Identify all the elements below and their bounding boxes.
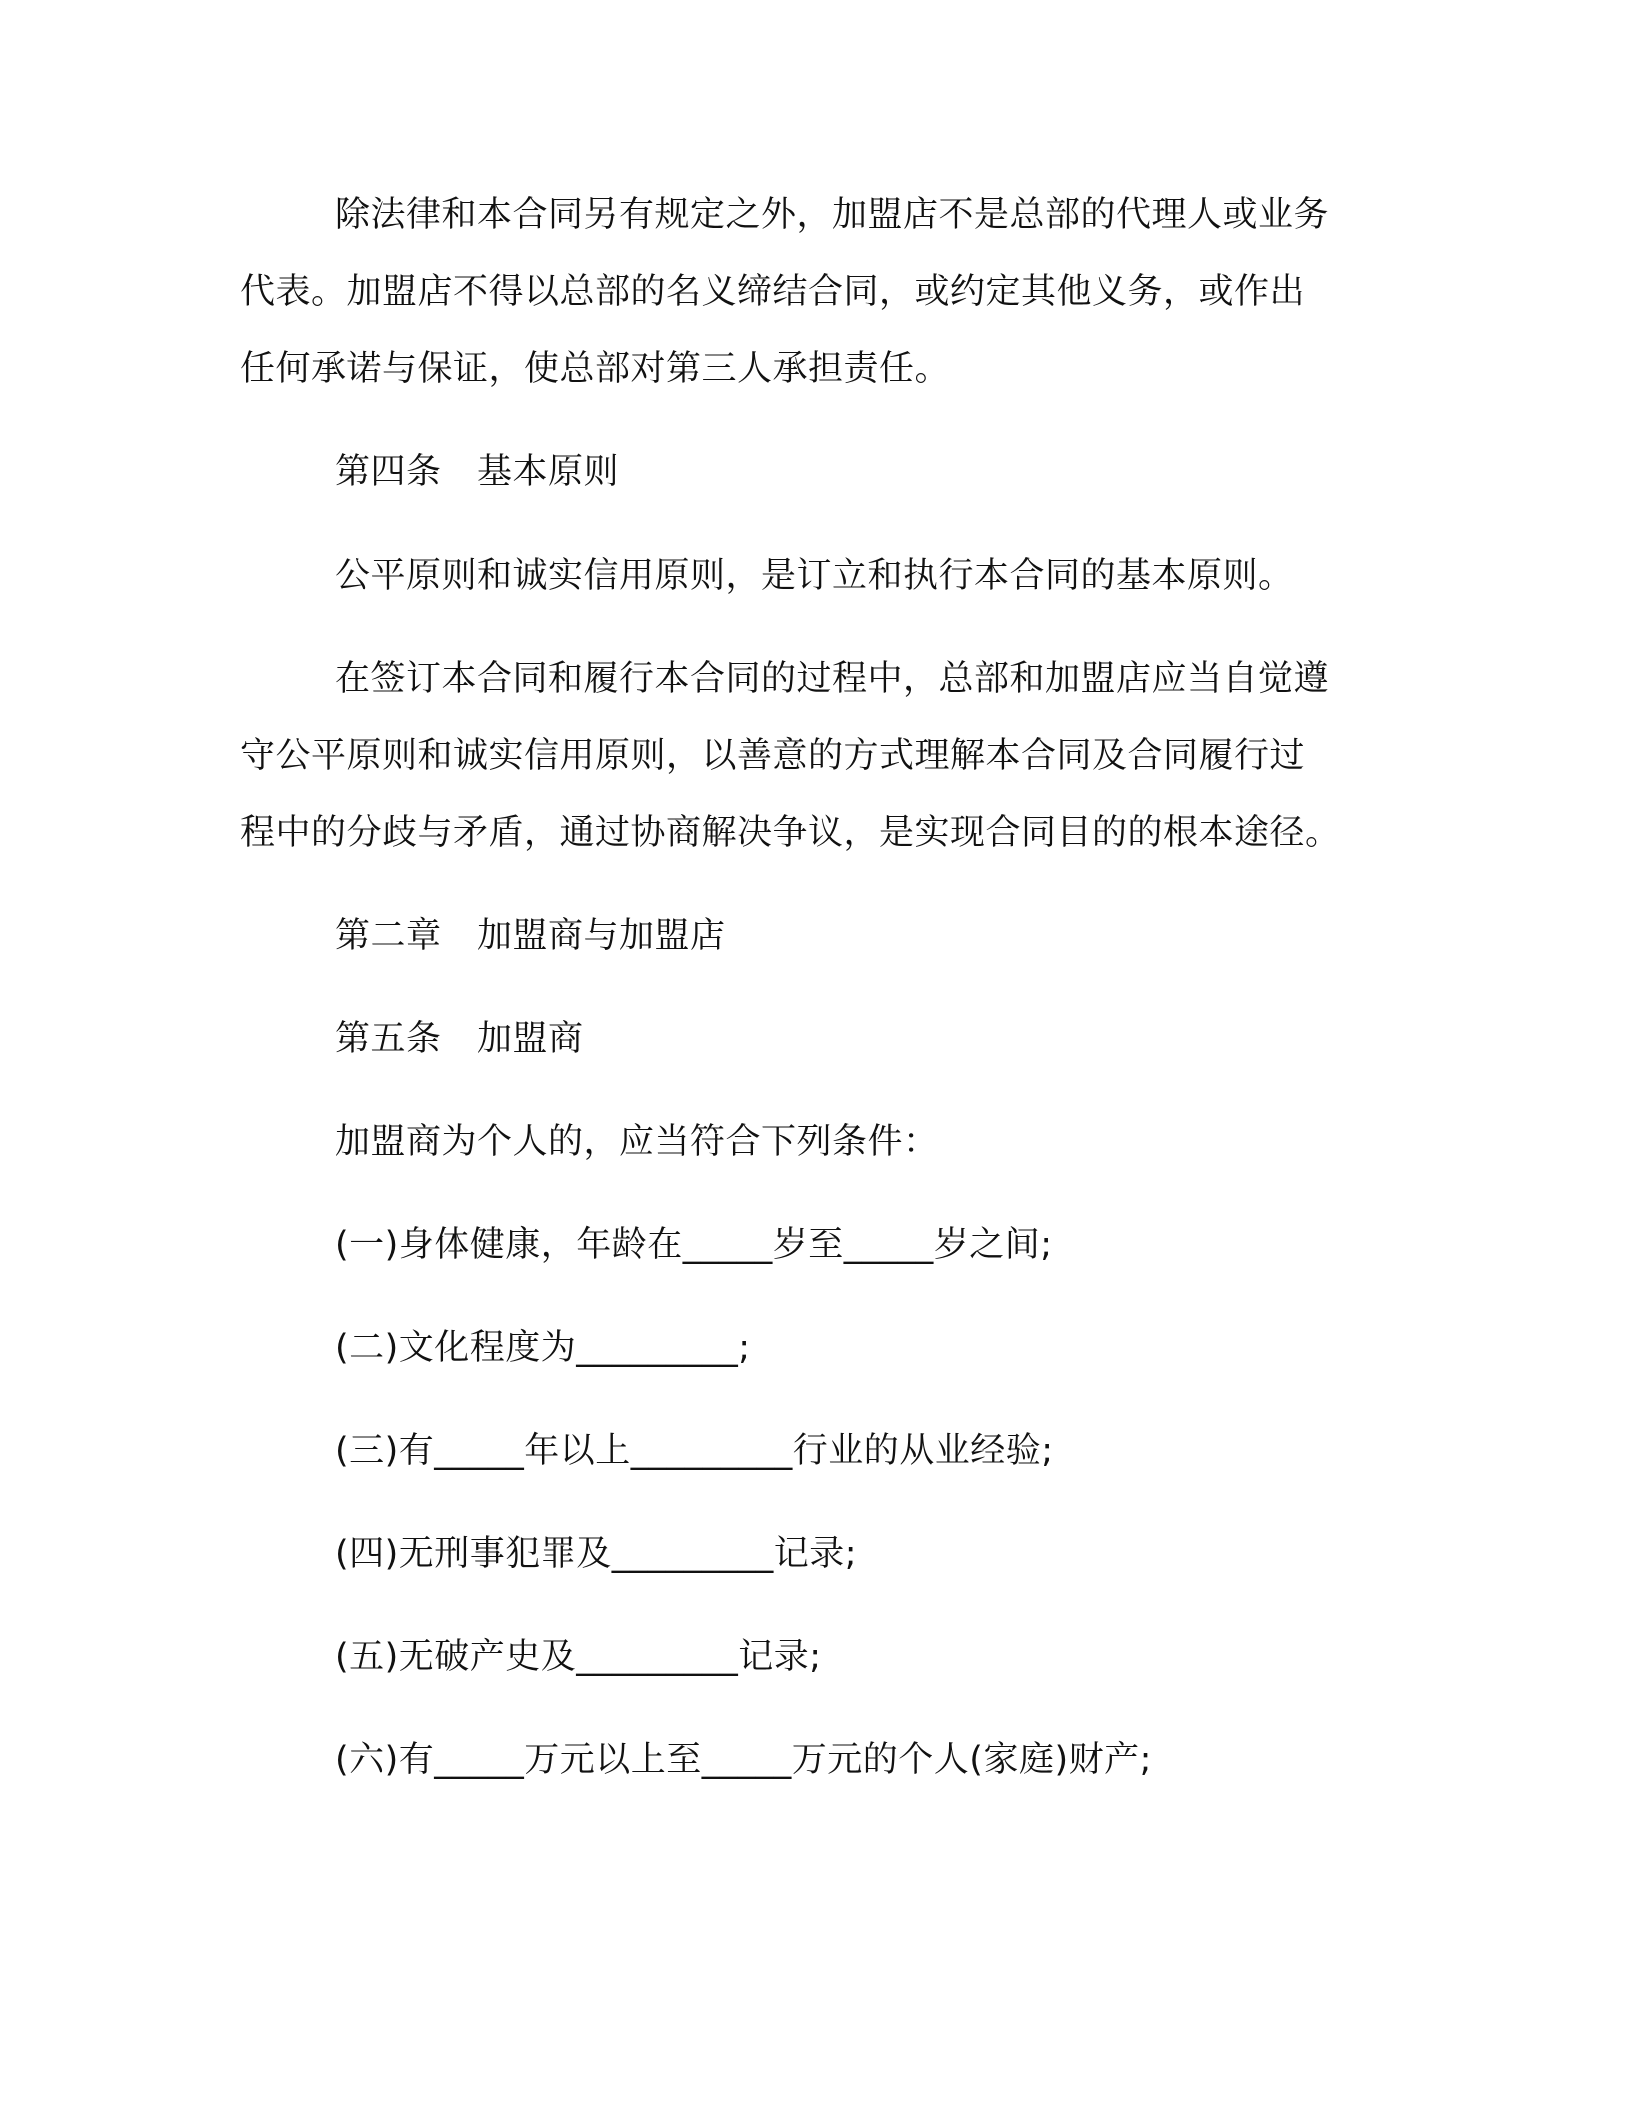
list-item: (五)无破产史及_________记录; xyxy=(335,1637,822,1677)
list-item: (三)有_____年以上_________行业的从业经验; xyxy=(335,1431,1054,1471)
list-item: (二)文化程度为_________; xyxy=(335,1328,751,1368)
chapter-heading: 第二章 加盟商与加盟店 xyxy=(335,916,726,956)
paragraph-line: 任何承诺与保证，使总部对第三人承担责任。 xyxy=(240,349,951,389)
paragraph-line: 除法律和本合同另有规定之外，加盟店不是总部的代理人或业务 xyxy=(335,195,1330,235)
list-item: (一)身体健康，年龄在_____岁至_____岁之间; xyxy=(335,1225,1053,1265)
paragraph-line: 在签订本合同和履行本合同的过程中，总部和加盟店应当自觉遵 xyxy=(335,659,1330,699)
paragraph-line: 加盟商为个人的，应当符合下列条件： xyxy=(335,1122,939,1162)
paragraph-line: 公平原则和诚实信用原则，是订立和执行本合同的基本原则。 xyxy=(335,556,1294,596)
paragraph-line: 代表。加盟店不得以总部的名义缔结合同，或约定其他义务，或作出 xyxy=(240,272,1306,312)
paragraph-line: 程中的分歧与矛盾，通过协商解决争议，是实现合同目的的根本途径。 xyxy=(240,813,1341,853)
article-heading: 第四条 基本原则 xyxy=(335,452,620,492)
list-item: (四)无刑事犯罪及_________记录; xyxy=(335,1534,858,1574)
paragraph-line: 守公平原则和诚实信用原则，以善意的方式理解本合同及合同履行过 xyxy=(240,736,1306,776)
list-item: (六)有_____万元以上至_____万元的个人(家庭)财产; xyxy=(335,1740,1152,1780)
article-heading: 第五条 加盟商 xyxy=(335,1019,584,1059)
